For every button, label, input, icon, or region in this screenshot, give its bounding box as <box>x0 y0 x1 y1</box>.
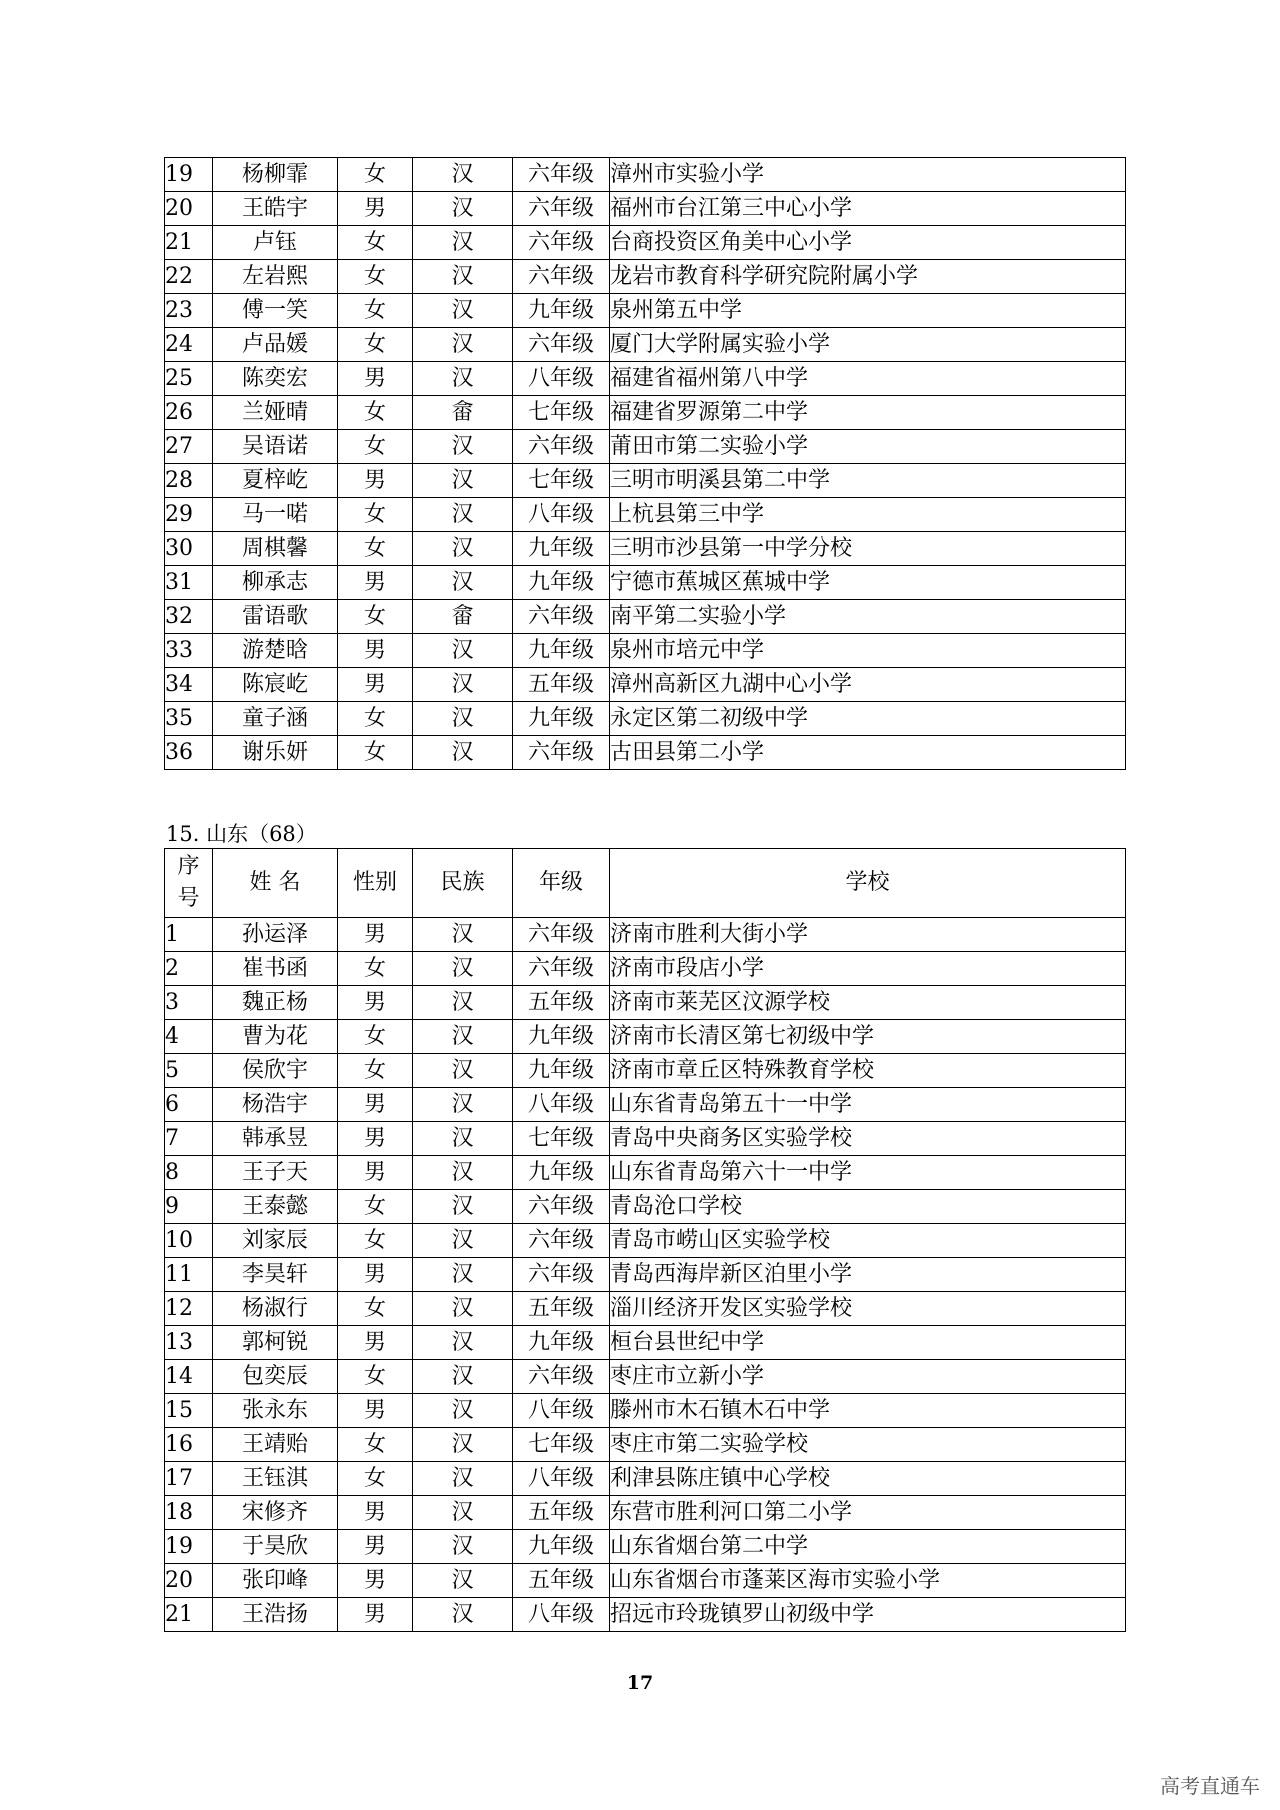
cell-gender: 女 <box>338 1292 413 1326</box>
cell-name: 李昊轩 <box>213 1258 338 1292</box>
cell-grade: 五年级 <box>513 668 610 702</box>
cell-gender: 女 <box>338 328 413 362</box>
cell-gender: 男 <box>338 918 413 952</box>
cell-gender: 女 <box>338 498 413 532</box>
table-row <box>165 1156 1126 1190</box>
cell-school: 永定区第二初级中学 <box>610 702 1126 736</box>
cell-index: 6 <box>165 1088 213 1122</box>
cell-index: 23 <box>165 294 213 328</box>
cell-ethnicity: 汉 <box>413 668 513 702</box>
cell-gender: 男 <box>338 986 413 1020</box>
table-row <box>165 1598 1126 1632</box>
cell-grade: 六年级 <box>513 158 610 192</box>
cell-school: 利津县陈庄镇中心学校 <box>610 1462 1126 1496</box>
cell-name: 王浩扬 <box>213 1598 338 1632</box>
cell-gender: 男 <box>338 1530 413 1564</box>
cell-gender: 女 <box>338 158 413 192</box>
cell-ethnicity: 汉 <box>413 702 513 736</box>
cell-name: 王靖贻 <box>213 1428 338 1462</box>
cell-school: 山东省青岛第六十一中学 <box>610 1156 1126 1190</box>
cell-index: 15 <box>165 1394 213 1428</box>
cell-name: 童子涵 <box>213 702 338 736</box>
watermark: 高考直通车 <box>1160 1774 1260 1798</box>
header-school: 学校 <box>610 849 1126 918</box>
cell-gender: 女 <box>338 226 413 260</box>
table-row <box>165 952 1126 986</box>
cell-ethnicity: 畲 <box>413 396 513 430</box>
cell-grade: 六年级 <box>513 1224 610 1258</box>
cell-ethnicity: 汉 <box>413 1394 513 1428</box>
cell-ethnicity: 汉 <box>413 1054 513 1088</box>
cell-index: 16 <box>165 1428 213 1462</box>
cell-school: 桓台县世纪中学 <box>610 1326 1126 1360</box>
cell-name: 侯欣宇 <box>213 1054 338 1088</box>
table-row <box>165 1054 1126 1088</box>
cell-ethnicity: 汉 <box>413 1224 513 1258</box>
cell-grade: 六年级 <box>513 918 610 952</box>
cell-index: 19 <box>165 158 213 192</box>
cell-gender: 男 <box>338 668 413 702</box>
cell-gender: 女 <box>338 1190 413 1224</box>
header-gender: 性别 <box>338 849 413 918</box>
cell-school: 枣庄市立新小学 <box>610 1360 1126 1394</box>
cell-school: 招远市玲珑镇罗山初级中学 <box>610 1598 1126 1632</box>
cell-school: 南平第二实验小学 <box>610 600 1126 634</box>
cell-name: 马一喏 <box>213 498 338 532</box>
cell-gender: 男 <box>338 192 413 226</box>
table-row <box>165 736 1126 770</box>
table-row <box>165 498 1126 532</box>
cell-name: 孙运泽 <box>213 918 338 952</box>
cell-index: 9 <box>165 1190 213 1224</box>
cell-school: 莆田市第二实验小学 <box>610 430 1126 464</box>
cell-gender: 男 <box>338 1394 413 1428</box>
cell-grade: 九年级 <box>513 1020 610 1054</box>
cell-ethnicity: 汉 <box>413 1598 513 1632</box>
cell-ethnicity: 汉 <box>413 566 513 600</box>
cell-ethnicity: 汉 <box>413 952 513 986</box>
cell-gender: 男 <box>338 464 413 498</box>
table-row <box>165 668 1126 702</box>
cell-school: 泉州市培元中学 <box>610 634 1126 668</box>
cell-grade: 九年级 <box>513 294 610 328</box>
cell-index: 34 <box>165 668 213 702</box>
cell-school: 济南市莱芜区汶源学校 <box>610 986 1126 1020</box>
cell-ethnicity: 汉 <box>413 1462 513 1496</box>
cell-ethnicity: 汉 <box>413 986 513 1020</box>
shandong-student-table <box>164 848 1126 1632</box>
cell-gender: 男 <box>338 1258 413 1292</box>
cell-name: 杨柳霏 <box>213 158 338 192</box>
cell-grade: 七年级 <box>513 464 610 498</box>
table-row <box>165 1360 1126 1394</box>
cell-grade: 八年级 <box>513 1598 610 1632</box>
table-row <box>165 1020 1126 1054</box>
cell-grade: 九年级 <box>513 1054 610 1088</box>
cell-name: 左岩熙 <box>213 260 338 294</box>
cell-grade: 六年级 <box>513 1190 610 1224</box>
cell-name: 包奕辰 <box>213 1360 338 1394</box>
cell-index: 30 <box>165 532 213 566</box>
continued-student-table <box>164 157 1126 770</box>
table-row <box>165 1326 1126 1360</box>
cell-index: 25 <box>165 362 213 396</box>
cell-index: 5 <box>165 1054 213 1088</box>
cell-grade: 六年级 <box>513 1258 610 1292</box>
cell-school: 淄川经济开发区实验学校 <box>610 1292 1126 1326</box>
cell-ethnicity: 汉 <box>413 1190 513 1224</box>
cell-index: 33 <box>165 634 213 668</box>
cell-school: 枣庄市第二实验学校 <box>610 1428 1126 1462</box>
cell-grade: 九年级 <box>513 532 610 566</box>
cell-grade: 八年级 <box>513 1462 610 1496</box>
cell-name: 谢乐妍 <box>213 736 338 770</box>
table-row <box>165 1564 1126 1598</box>
cell-ethnicity: 汉 <box>413 260 513 294</box>
table-row <box>165 362 1126 396</box>
cell-index: 27 <box>165 430 213 464</box>
cell-ethnicity: 汉 <box>413 226 513 260</box>
cell-index: 29 <box>165 498 213 532</box>
cell-grade: 六年级 <box>513 952 610 986</box>
cell-name: 王皓宇 <box>213 192 338 226</box>
cell-ethnicity: 汉 <box>413 1564 513 1598</box>
cell-index: 21 <box>165 226 213 260</box>
header-grade: 年级 <box>513 849 610 918</box>
cell-index: 21 <box>165 1598 213 1632</box>
table-row <box>165 634 1126 668</box>
table-row <box>165 1530 1126 1564</box>
cell-grade: 六年级 <box>513 260 610 294</box>
cell-gender: 男 <box>338 1564 413 1598</box>
cell-ethnicity: 汉 <box>413 464 513 498</box>
cell-grade: 八年级 <box>513 1394 610 1428</box>
table-row <box>165 430 1126 464</box>
cell-index: 20 <box>165 1564 213 1598</box>
cell-grade: 六年级 <box>513 430 610 464</box>
table-row <box>165 1224 1126 1258</box>
cell-name: 宋修齐 <box>213 1496 338 1530</box>
cell-ethnicity: 汉 <box>413 1360 513 1394</box>
table-row <box>165 702 1126 736</box>
cell-gender: 男 <box>338 1598 413 1632</box>
cell-index: 12 <box>165 1292 213 1326</box>
cell-grade: 七年级 <box>513 396 610 430</box>
cell-gender: 女 <box>338 1360 413 1394</box>
cell-grade: 九年级 <box>513 1156 610 1190</box>
table-row <box>165 1428 1126 1462</box>
cell-grade: 七年级 <box>513 1428 610 1462</box>
cell-grade: 五年级 <box>513 1292 610 1326</box>
cell-school: 台商投资区角美中心小学 <box>610 226 1126 260</box>
cell-index: 3 <box>165 986 213 1020</box>
table-row <box>165 158 1126 192</box>
cell-gender: 女 <box>338 430 413 464</box>
cell-gender: 女 <box>338 702 413 736</box>
cell-school: 青岛市崂山区实验学校 <box>610 1224 1126 1258</box>
cell-gender: 女 <box>338 1428 413 1462</box>
cell-gender: 女 <box>338 1462 413 1496</box>
cell-ethnicity: 汉 <box>413 634 513 668</box>
cell-school: 济南市胜利大街小学 <box>610 918 1126 952</box>
cell-ethnicity: 汉 <box>413 192 513 226</box>
cell-ethnicity: 汉 <box>413 1530 513 1564</box>
cell-school: 济南市章丘区特殊教育学校 <box>610 1054 1126 1088</box>
table-row <box>165 918 1126 952</box>
table-row <box>165 192 1126 226</box>
cell-ethnicity: 汉 <box>413 328 513 362</box>
cell-grade: 六年级 <box>513 328 610 362</box>
table-row <box>165 1462 1126 1496</box>
cell-ethnicity: 汉 <box>413 294 513 328</box>
cell-grade: 五年级 <box>513 1564 610 1598</box>
cell-index: 1 <box>165 918 213 952</box>
cell-grade: 六年级 <box>513 192 610 226</box>
cell-gender: 男 <box>338 1326 413 1360</box>
cell-ethnicity: 汉 <box>413 1122 513 1156</box>
table-row <box>165 600 1126 634</box>
cell-name: 郭柯锐 <box>213 1326 338 1360</box>
cell-school: 漳州高新区九湖中心小学 <box>610 668 1126 702</box>
cell-grade: 九年级 <box>513 634 610 668</box>
cell-index: 35 <box>165 702 213 736</box>
cell-name: 卢钰 <box>213 226 338 260</box>
cell-index: 36 <box>165 736 213 770</box>
cell-school: 福建省罗源第二中学 <box>610 396 1126 430</box>
cell-index: 14 <box>165 1360 213 1394</box>
cell-index: 18 <box>165 1496 213 1530</box>
cell-name: 柳承志 <box>213 566 338 600</box>
cell-name: 陈奕宏 <box>213 362 338 396</box>
cell-school: 漳州市实验小学 <box>610 158 1126 192</box>
cell-gender: 女 <box>338 1054 413 1088</box>
cell-name: 刘家辰 <box>213 1224 338 1258</box>
cell-index: 20 <box>165 192 213 226</box>
cell-gender: 女 <box>338 600 413 634</box>
table-row <box>165 532 1126 566</box>
cell-grade: 五年级 <box>513 986 610 1020</box>
table-row <box>165 1292 1126 1326</box>
section-title: 15. 山东（68） <box>166 822 317 846</box>
table-row <box>165 294 1126 328</box>
cell-school: 上杭县第三中学 <box>610 498 1126 532</box>
cell-grade: 六年级 <box>513 1360 610 1394</box>
cell-index: 24 <box>165 328 213 362</box>
cell-ethnicity: 汉 <box>413 1326 513 1360</box>
cell-gender: 女 <box>338 952 413 986</box>
cell-name: 韩承昱 <box>213 1122 338 1156</box>
cell-ethnicity: 汉 <box>413 1020 513 1054</box>
cell-name: 游楚晗 <box>213 634 338 668</box>
cell-ethnicity: 汉 <box>413 1258 513 1292</box>
cell-name: 雷语歌 <box>213 600 338 634</box>
cell-ethnicity: 汉 <box>413 1292 513 1326</box>
cell-school: 山东省烟台市蓬莱区海市实验小学 <box>610 1564 1126 1598</box>
table-row <box>165 1394 1126 1428</box>
cell-grade: 八年级 <box>513 1088 610 1122</box>
cell-ethnicity: 汉 <box>413 1088 513 1122</box>
cell-name: 夏梓屹 <box>213 464 338 498</box>
cell-school: 福建省福州第八中学 <box>610 362 1126 396</box>
cell-school: 福州市台江第三中心小学 <box>610 192 1126 226</box>
cell-gender: 女 <box>338 736 413 770</box>
cell-index: 26 <box>165 396 213 430</box>
cell-name: 傅一笑 <box>213 294 338 328</box>
cell-grade: 九年级 <box>513 702 610 736</box>
cell-school: 东营市胜利河口第二小学 <box>610 1496 1126 1530</box>
cell-name: 周棋馨 <box>213 532 338 566</box>
cell-grade: 六年级 <box>513 736 610 770</box>
table-row <box>165 226 1126 260</box>
cell-index: 17 <box>165 1462 213 1496</box>
cell-school: 宁德市蕉城区蕉城中学 <box>610 566 1126 600</box>
cell-index: 13 <box>165 1326 213 1360</box>
cell-name: 卢品媛 <box>213 328 338 362</box>
cell-school: 三明市明溪县第二中学 <box>610 464 1126 498</box>
cell-school: 济南市长清区第七初级中学 <box>610 1020 1126 1054</box>
cell-gender: 女 <box>338 1224 413 1258</box>
cell-ethnicity: 汉 <box>413 498 513 532</box>
table-row <box>165 1088 1126 1122</box>
cell-ethnicity: 汉 <box>413 736 513 770</box>
cell-index: 19 <box>165 1530 213 1564</box>
table-row <box>165 464 1126 498</box>
page-number: 17 <box>626 1672 654 1694</box>
cell-school: 济南市段店小学 <box>610 952 1126 986</box>
cell-ethnicity: 畲 <box>413 600 513 634</box>
table-row <box>165 986 1126 1020</box>
cell-ethnicity: 汉 <box>413 158 513 192</box>
table-row <box>165 1496 1126 1530</box>
cell-gender: 男 <box>338 566 413 600</box>
cell-name: 兰娅晴 <box>213 396 338 430</box>
cell-index: 10 <box>165 1224 213 1258</box>
cell-name: 杨浩宇 <box>213 1088 338 1122</box>
table-row <box>165 1258 1126 1292</box>
table-row <box>165 328 1126 362</box>
cell-ethnicity: 汉 <box>413 1156 513 1190</box>
cell-ethnicity: 汉 <box>413 1496 513 1530</box>
cell-grade: 五年级 <box>513 1496 610 1530</box>
table-header-row <box>165 849 1126 918</box>
cell-ethnicity: 汉 <box>413 362 513 396</box>
cell-school: 山东省烟台第二中学 <box>610 1530 1126 1564</box>
table-row <box>165 260 1126 294</box>
cell-gender: 男 <box>338 1122 413 1156</box>
cell-gender: 女 <box>338 532 413 566</box>
cell-grade: 六年级 <box>513 600 610 634</box>
header-name: 姓 名 <box>213 849 338 918</box>
cell-ethnicity: 汉 <box>413 532 513 566</box>
cell-ethnicity: 汉 <box>413 1428 513 1462</box>
cell-index: 7 <box>165 1122 213 1156</box>
cell-index: 4 <box>165 1020 213 1054</box>
cell-ethnicity: 汉 <box>413 918 513 952</box>
cell-index: 28 <box>165 464 213 498</box>
cell-school: 三明市沙县第一中学分校 <box>610 532 1126 566</box>
cell-gender: 女 <box>338 294 413 328</box>
cell-gender: 女 <box>338 1020 413 1054</box>
cell-school: 青岛中央商务区实验学校 <box>610 1122 1126 1156</box>
cell-grade: 七年级 <box>513 1122 610 1156</box>
cell-ethnicity: 汉 <box>413 430 513 464</box>
cell-school: 青岛沧口学校 <box>610 1190 1126 1224</box>
cell-school: 龙岩市教育科学研究院附属小学 <box>610 260 1126 294</box>
cell-gender: 女 <box>338 396 413 430</box>
cell-gender: 女 <box>338 260 413 294</box>
cell-gender: 男 <box>338 1088 413 1122</box>
cell-gender: 男 <box>338 1496 413 1530</box>
cell-name: 张印峰 <box>213 1564 338 1598</box>
cell-name: 魏正杨 <box>213 986 338 1020</box>
table-row <box>165 1190 1126 1224</box>
cell-name: 陈宸屹 <box>213 668 338 702</box>
cell-grade: 九年级 <box>513 1326 610 1360</box>
cell-grade: 九年级 <box>513 1530 610 1564</box>
cell-gender: 男 <box>338 1156 413 1190</box>
cell-gender: 男 <box>338 634 413 668</box>
cell-index: 8 <box>165 1156 213 1190</box>
cell-school: 古田县第二小学 <box>610 736 1126 770</box>
cell-name: 王钰淇 <box>213 1462 338 1496</box>
cell-school: 山东省青岛第五十一中学 <box>610 1088 1126 1122</box>
table-row <box>165 1122 1126 1156</box>
cell-name: 王子天 <box>213 1156 338 1190</box>
cell-name: 张永东 <box>213 1394 338 1428</box>
cell-name: 曹为花 <box>213 1020 338 1054</box>
cell-name: 于昊欣 <box>213 1530 338 1564</box>
cell-name: 吴语诺 <box>213 430 338 464</box>
cell-index: 22 <box>165 260 213 294</box>
header-ethnicity: 民族 <box>413 849 513 918</box>
cell-index: 31 <box>165 566 213 600</box>
cell-index: 11 <box>165 1258 213 1292</box>
cell-gender: 男 <box>338 362 413 396</box>
cell-name: 王泰懿 <box>213 1190 338 1224</box>
cell-index: 32 <box>165 600 213 634</box>
cell-school: 滕州市木石镇木石中学 <box>610 1394 1126 1428</box>
cell-school: 厦门大学附属实验小学 <box>610 328 1126 362</box>
cell-name: 杨淑行 <box>213 1292 338 1326</box>
cell-grade: 八年级 <box>513 498 610 532</box>
cell-school: 青岛西海岸新区泊里小学 <box>610 1258 1126 1292</box>
cell-index: 2 <box>165 952 213 986</box>
cell-school: 泉州第五中学 <box>610 294 1126 328</box>
table-row <box>165 396 1126 430</box>
table-row <box>165 566 1126 600</box>
cell-name: 崔书函 <box>213 952 338 986</box>
cell-grade: 八年级 <box>513 362 610 396</box>
header-index: 序号 <box>165 849 213 918</box>
cell-grade: 九年级 <box>513 566 610 600</box>
cell-grade: 六年级 <box>513 226 610 260</box>
